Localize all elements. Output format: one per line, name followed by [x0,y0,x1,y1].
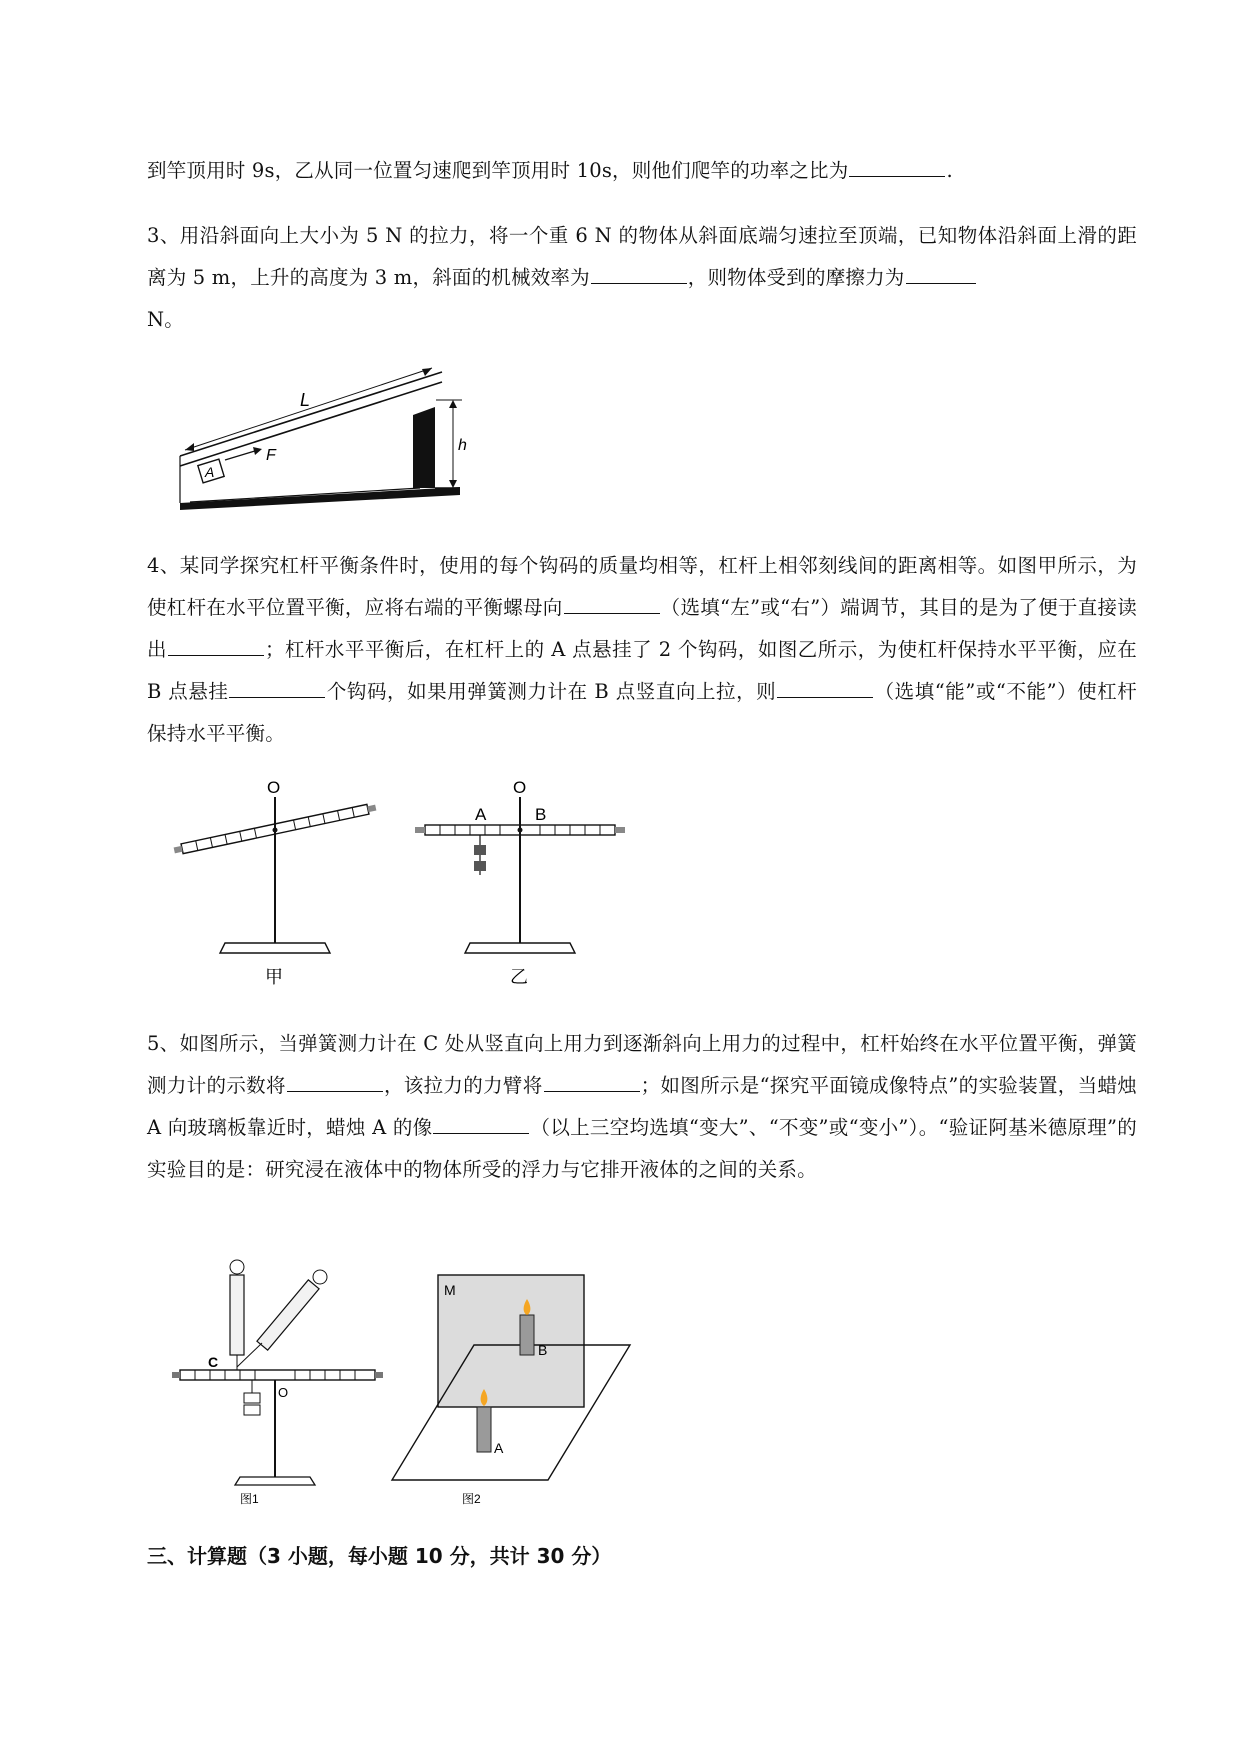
fig2-label-b: B [538,1342,548,1358]
q4-text-2: （选填“左”或“右”）端调节，其目的是为了便于直接读出 [147,596,1138,661]
answer-blank[interactable] [591,263,687,284]
candle-a [477,1407,491,1452]
answer-blank[interactable] [906,263,976,284]
lever-yi-label-b: B [535,805,547,824]
fig2-label-a: A [494,1440,504,1456]
lever-figures [170,775,650,990]
q3-text-1: 3、用沿斜面向上大小为 5 N 的拉力，将一个重 6 N 的物体从斜面底端匀速拉至顶端，已知物体沿斜面上滑的距离为 5 m，上升的高度为 3 m，斜面的机械效率为 [147,224,1137,289]
question-2-tail [147,150,1137,192]
fig1-label-c: C [208,1354,219,1370]
fig1-label-o: O [278,1385,289,1400]
glass-plate [438,1275,584,1407]
q2-text: 到竿顶用时 9s，乙从同一位置匀速爬到竿顶用时 10s，则他们爬竿的功率之比为 [147,159,849,182]
q4-text-1: 4、某同学探究杠杆平衡条件时，使用的每个钩码的质量均相等，杠杆上相邻刻线间的距离相等。如图甲所示，为使杠杆在水平位置平衡，应将右端的平衡螺母向 [147,554,1137,619]
q5-figures [170,1255,640,1505]
q4-text-4: 个钩码，如果用弹簧测力计在 B 点竖直向上拉，则 [326,680,777,703]
q5-text-1: 5、如图所示，当弹簧测力计在 C 处从竖直向上用力到逐渐斜向上用力的过程中，杠杆始终在水平位置平衡，弹簧测力计的示数将 [147,1032,1137,1097]
q5-text-3: ；如图所示是“探究平面镜成像特点”的实验装置，当蜡烛 A 向玻璃板靠近时，蜡烛 A 的像 [147,1074,1137,1139]
q2-end: . [946,159,953,182]
label-F: F [266,447,276,464]
fig1-lever-spring-balance [172,1260,383,1506]
lever-yi [415,778,625,987]
incline-figure [170,370,470,510]
section-heading: 三、计算题（3 小题，每小题 10 分，共计 30 分） [147,1544,612,1568]
q3-text-3: N。 [147,308,184,331]
answer-blank[interactable] [433,1113,529,1134]
answer-blank[interactable] [544,1071,640,1092]
answer-blank[interactable] [849,156,945,177]
answer-blank[interactable] [168,635,264,656]
answer-blank[interactable] [229,677,325,698]
hook-weight [474,861,486,871]
answer-blank[interactable] [777,677,873,698]
fig2-label-m: M [444,1282,456,1298]
lever-yi-caption: 乙 [510,967,528,987]
fig2-plane-mirror [392,1275,630,1506]
lever-yi-pivot-label: O [513,778,527,797]
question-5 [147,1023,1137,1191]
question-4 [147,545,1137,755]
answer-blank[interactable] [287,1071,383,1092]
lever-jia-caption: 甲 [265,967,283,987]
fig2-caption: 图2 [462,1492,481,1506]
q5-text-5: 之间的关系。 [698,1158,817,1181]
label-L: L [300,390,311,410]
question-3 [147,215,1137,341]
lever-jia [173,778,377,987]
lever-jia-pivot-label: O [267,778,281,797]
lever-yi-label-a: A [475,805,487,824]
hook-weight [474,845,486,855]
q4-text-3: ；杠杆水平平衡后，在杠杆上的 A 点悬挂了 2 个钩码，如图乙所示，为使杠杆保持水平平衡，应在 B 点悬挂 [147,638,1138,703]
label-h: h [458,437,467,454]
q5-text-4: （以上三空均选填“变大”、“不变”或“变小”）。“验证阿基米德原理”的实验目的是：研究浸在液体中的物体所受的浮力与它排开液体的 [147,1116,1137,1181]
q3-text-2: ，则物体受到的摩擦力为 [687,266,905,289]
candle-b [520,1315,534,1355]
label-A: A [205,464,215,480]
fig1-caption: 图1 [240,1492,259,1506]
q5-text-2: ，该拉力的力臂将 [383,1074,543,1097]
answer-blank[interactable] [564,593,660,614]
q4-text-5: （选填“能”或“不能”）使杠杆保持水平平衡。 [147,680,1138,745]
